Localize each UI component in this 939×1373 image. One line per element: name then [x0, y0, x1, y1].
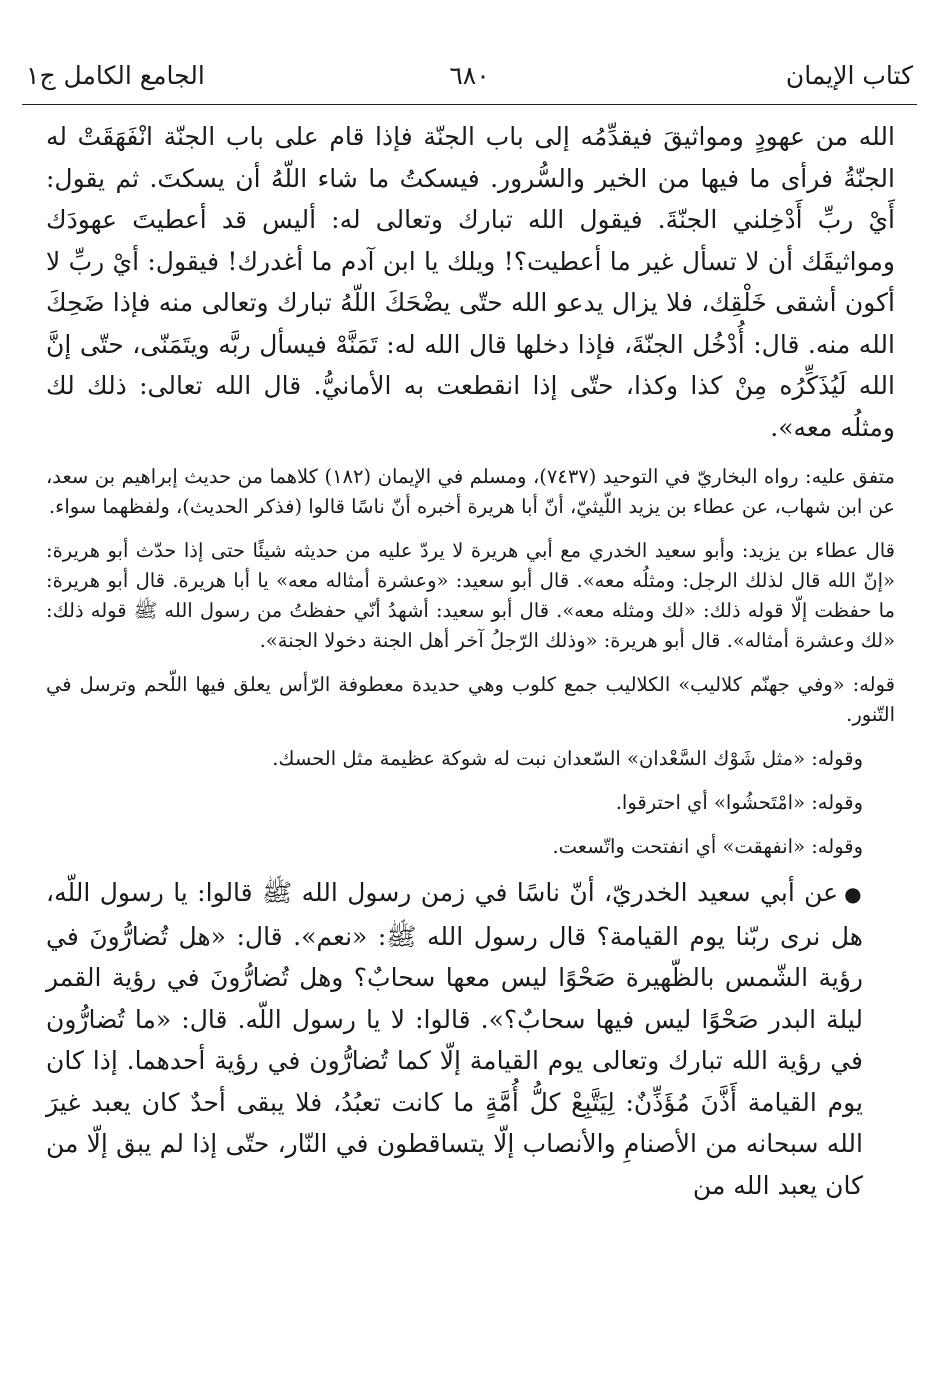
gloss-sadan: وقوله: «مثل شَوْك السَّعْدان» السّعدان نبت له شوكة عظيمة مثل الحسك. — [272, 747, 863, 770]
page-content — [46, 116, 895, 1206]
gloss-kalalib: قوله: «وفي جهنّم كلاليب» الكلاليب جمع كلوب وهي حديدة معطوفة الرّأس يعلق فيها اللّحم وترسل في التّنور. — [46, 673, 895, 726]
volume-title: الجامع الكامل ج١ — [26, 61, 205, 90]
page-number: ٦٨٠ — [449, 61, 490, 90]
hadith-text-new — [46, 872, 895, 1206]
book-title: كتاب الإيمان — [785, 61, 913, 90]
page-header — [22, 52, 917, 100]
gloss-imtahashu: وقوله: «امْتَحشُوا» أي احترقوا. — [615, 791, 863, 814]
gloss-infahaqat: وقوله: «انفهقت» أي انفتحت واتّسعت. — [552, 835, 863, 858]
hadith-text-continued: الله من عهودٍ ومواثيقَ فيقدِّمُه إلى باب الجنّة فإذا قام على باب الجنّة انْفَهَقَتْ له الجنّةُ فرأى ما فيها من الخير والسُّرور. فيسكتُ ما شاء اللّهُ أن يسكتَ. ثم يقول: أَيْ ربِّ أَدْخِلني الجنّةَ. فيقول الله تبارك وتعالى له: أليس قد أعطيتَ عهودَك ومواثيقَك أن لا تسأل غير ما أعطيت؟! ويلك يا ابن آدم ما أغدرك! فيقول: أيْ ربِّ لا أكون أشقى خَلْقِك، فلا يزال يدعو الله حتّى يضْحَكَ اللّهُ تبارك وتعالى منه فإذا ضَحِكَ الله منه. قال: أُدْخُل الجنّةَ، فإذا دخلها قال الله له: تَمَنَّهْ فيسأل ربَّه ويتَمَنّى، حتّى إنَّ الله لَيُذَكِّرُه مِنْ كذا وكذا، حتّى إذا انقطعت به الأمانيُّ. قال الله تعالى: ذلك لك ومثلُه معه». — [46, 122, 895, 442]
header-divider — [22, 104, 917, 105]
bullet-marker: ● — [844, 882, 864, 906]
hadith-text-new-body: عن أبي سعيد الخدريّ، أنّ ناسًا في زمن رسول الله ﷺ قالوا: يا رسول اللّه، هل نرى ربّنا يوم القيامة؟ قال رسول الله ﷺ: «نعم». قال: «هل تُضارُّونَ في رؤية الشّمس بالظّهيرة صَحْوًا ليس معها سحابٌ؟ وهل تُضارُّونَ في رؤية القمر ليلة البدر صَحْوًا ليس فيها سحابٌ؟». قالوا: لا يا رسول اللّه. قال: «ما تُضارُّون في رؤية الله تبارك وتعالى يوم القيامة إلّا كما تُضارُّون في رؤية أحدهما. إذا كان يوم القيامة أَذَّنَ مُؤَذِّنٌ: لِيَتَّبِعْ كلُّ أُمَّةٍ ما كانت تعبُدُ، فلا يبقى أحدٌ كان يعبد غيرَ الله سبحانه من الأصنامِ والأنصاب إلّا يتساقطون في النّار، حتّى إذا لم يبق إلّا من كان يعبد الله من — [46, 878, 863, 1200]
narration-note: قال عطاء بن يزيد: وأبو سعيد الخدري مع أبي هريرة لا يردّ عليه من حديثه شيئًا حتى إذا حدّث أبو هريرة: «إنّ الله قال لذلك الرجل: ومثلُه معه». قال أبو سعيد: «وعشرة أمثاله معه» يا أبا هريرة. قال أبو هريرة: ما حفظت إلّا قوله ذلك: «لك ومثله معه». قال أبو سعيد: أشهدُ أنّي حفظتُ من رسول الله ﷺ قوله ذلك: «لك وعشرة أمثاله». قال أبو هريرة: «وذلك الرّجلُ آخر أهل الجنة دخولا الجنة». — [46, 539, 895, 652]
takhrij-note: متفق عليه: رواه البخاريّ في التوحيد (٧٤٣٧)، ومسلم في الإيمان (١٨٢) كلاهما من حديث إبراهيم بن سعد، عن ابن شهاب، عن عطاء بن يزيد اللّيثيّ، أنّ أبا هريرة أخبره أنّ ناسًا قالوا (فذكر الحديث)، ولفظهما سواء. — [46, 465, 895, 518]
